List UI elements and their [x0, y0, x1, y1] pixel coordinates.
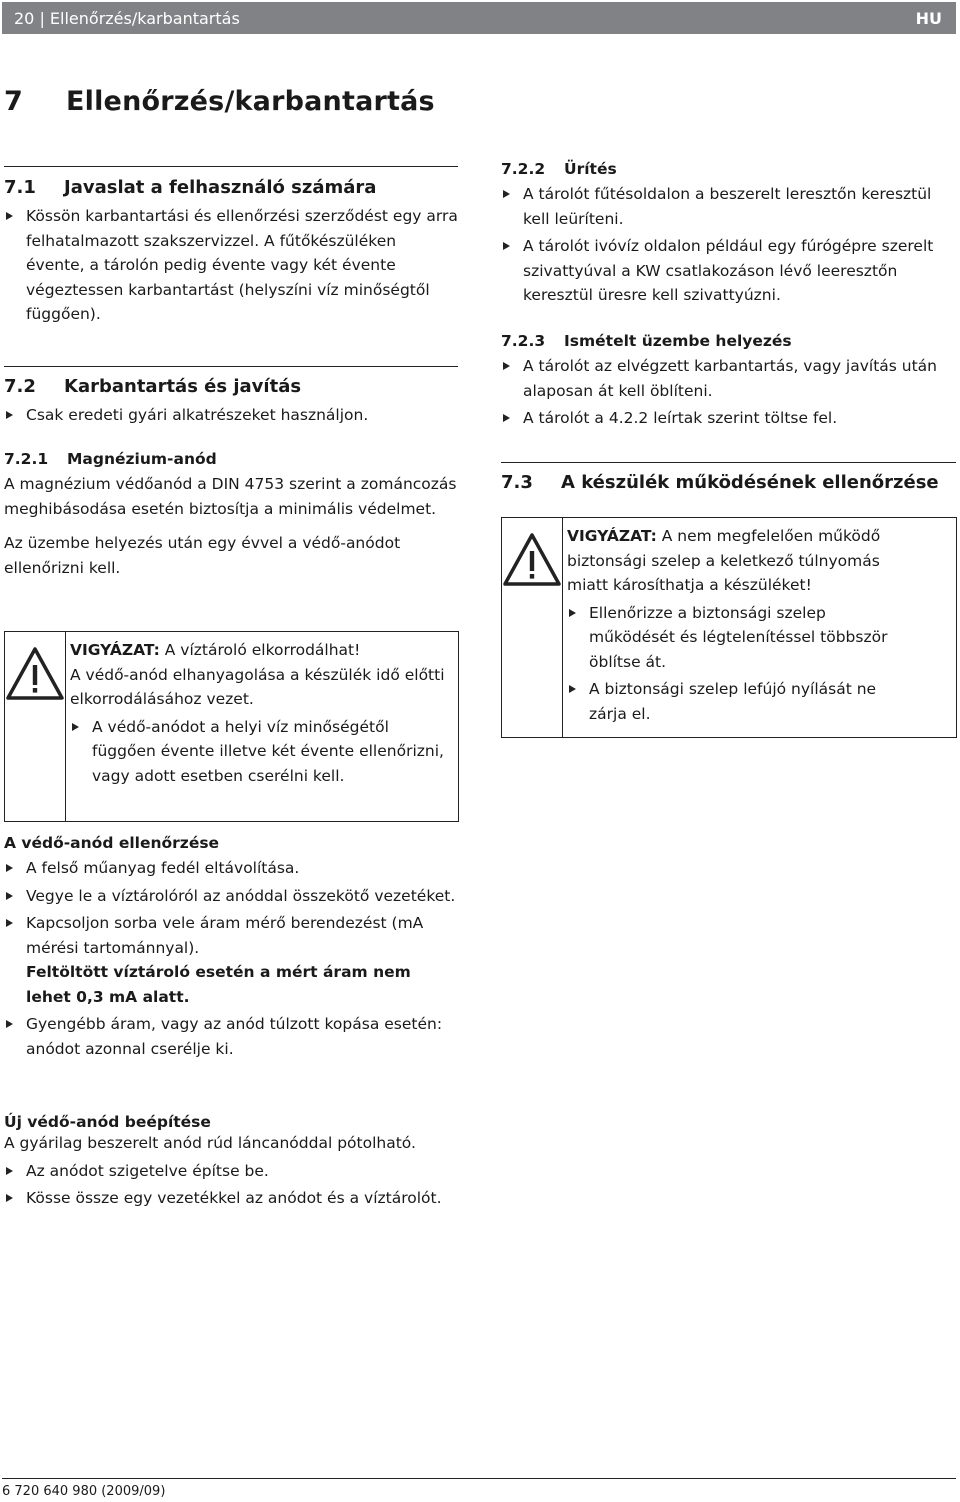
triangle-bullet-icon [6, 212, 13, 220]
triangle-bullet-icon [72, 723, 79, 731]
warning-content [66, 632, 458, 821]
section-title: A készülék működésének ellenőrzése [561, 472, 939, 493]
triangle-bullet-icon [6, 1167, 13, 1175]
section-7-1-heading [4, 177, 458, 198]
anode-check-heading: A védő-anód ellenőrzése [4, 834, 220, 852]
warning-icon-cell [5, 632, 66, 821]
triangle-bullet-icon [503, 414, 510, 422]
header-page-label: 20 | Ellenőrzés/karbantartás [14, 8, 240, 28]
new-anode-heading: Új védő-anód beépítése [4, 1113, 211, 1131]
paragraph: A gyárilag beszerelt anód rúd láncanóddal pótolható. [4, 1134, 416, 1152]
warning-detail: A védő-anód elhanyagolása a készülék idő előtti elkorrodálásához vezet. [70, 665, 445, 708]
section-7-2-1-heading [4, 450, 458, 468]
warning-icon-cell [502, 518, 563, 737]
footer-divider [2, 1478, 956, 1479]
section-title: Ismételt üzembe helyezés [564, 332, 792, 350]
section-7-2 [4, 366, 458, 431]
section-number: 7.2 [4, 376, 36, 397]
list-item: A tárolót fűtésoldalon a beszerelt leresztőn keresztül kell leüríteni. [501, 182, 956, 231]
section-7-2-3-heading [501, 332, 956, 350]
section-number: 7.2.2 [501, 160, 546, 178]
list-item: Csak eredeti gyári alkatrészeket használjon. [4, 403, 458, 428]
bold-note: Feltöltött víztároló esetén a mért áram nem lehet 0,3 mA alatt. [26, 963, 411, 1006]
section-title: Ürítés [564, 160, 617, 178]
list-item: Kössön karbantartási és ellenőrzési szerződést egy arra felhatalmazott szakszervizzel. A fűtőkészüléken évente, a tárolón pedig évente vagy két évente végeztessen karbantartást (helyszíni víz minőségtől függően). [4, 204, 458, 327]
warning-list [567, 601, 916, 727]
chapter-title [4, 86, 435, 117]
section-7-2-heading [4, 376, 458, 397]
list-item: Ellenőrizze a biztonsági szelep működését és légtelenítéssel többször öblítse át. [567, 601, 916, 675]
triangle-bullet-icon [6, 919, 13, 927]
section-title: Magnézium-anód [67, 450, 217, 468]
section-number: 7.1 [4, 177, 36, 198]
warning-label: VIGYÁZAT: [70, 641, 160, 659]
warning-box-anode [4, 631, 459, 822]
warning-triangle-icon [5, 646, 65, 702]
section-7-3 [501, 462, 956, 493]
section-7-2-3 [501, 332, 956, 434]
warning-list [70, 715, 452, 789]
anode-check-list [4, 856, 458, 1061]
warning-message: VIGYÁZAT: A nem megfelelően működő biztonsági szelep a keletkező túlnyomás miatt károsíthatja a készüléket! [567, 527, 881, 594]
paragraph: A magnézium védőanód a DIN 4753 szerint a zománcozás meghibásodása esetén biztosítja a minimális védelmet. [4, 475, 457, 518]
warning-message: VIGYÁZAT: A víztároló elkorrodálhat! [70, 641, 361, 659]
section-title: Javaslat a felhasználó számára [64, 177, 377, 198]
triangle-bullet-icon [6, 1194, 13, 1202]
triangle-bullet-icon [6, 892, 13, 900]
list-item: Gyengébb áram, vagy az anód túlzott kopása esetén: anódot azonnal cserélje ki. [4, 1012, 458, 1061]
list-item: A védő-anódot a helyi víz minőségétől függően évente illetve két évente ellenőrizni, vagy adott esetben cserélni kell. [70, 715, 452, 789]
triangle-bullet-icon [569, 685, 576, 693]
list-item: A biztonsági szelep lefújó nyílását ne zárja el. [567, 677, 916, 726]
section-number: 7.3 [501, 472, 533, 493]
warning-triangle-icon [502, 532, 562, 588]
new-anode-list [4, 1159, 458, 1211]
section-7-2-2 [501, 160, 956, 311]
page-header [2, 2, 956, 34]
chapter-number: 7 [4, 86, 23, 117]
list-item: Kapcsoljon sorba vele áram mérő berendezést (mA mérési tartománnyal). Feltöltött víztároló esetén a mért áram nem lehet 0,3 mA alatt. [4, 911, 458, 1009]
list-item: A tárolót az elvégzett karbantartás, vagy javítás után alaposan át kell öblíteni. [501, 354, 956, 403]
triangle-bullet-icon [6, 411, 13, 419]
header-language: HU [915, 8, 942, 28]
warning-content [563, 518, 956, 737]
section-divider [4, 366, 458, 367]
section-title: Karbantartás és javítás [64, 376, 302, 397]
footer-document-number: 6 720 640 980 (2009/09) [2, 1484, 166, 1499]
section-divider [501, 462, 956, 463]
section-number: 7.2.1 [4, 450, 49, 468]
triangle-bullet-icon [503, 362, 510, 370]
section-7-1 [4, 166, 458, 330]
triangle-bullet-icon [569, 609, 576, 617]
anode-check-section [4, 834, 458, 1064]
section-7-1-list [4, 204, 458, 327]
list-item: Az anódot szigetelve építse be. [4, 1159, 458, 1184]
section-divider [4, 166, 458, 167]
triangle-bullet-icon [503, 242, 510, 250]
list-item: Vegye le a víztárolóról az anóddal összekötő vezetéket. [4, 884, 458, 909]
section-7-2-3-list [501, 354, 956, 431]
list-item: Kösse össze egy vezetékkel az anódot és a víztárolót. [4, 1186, 458, 1211]
new-anode-section [4, 1113, 458, 1214]
section-7-3-heading [501, 472, 956, 493]
chapter-title-text: Ellenőrzés/karbantartás [66, 86, 435, 117]
list-item: A tárolót ivóvíz oldalon például egy fúrógépre szerelt szivattyúval a KW csatlakozáson lévő leeresztőn keresztül üresre kell szivattyúzni. [501, 234, 956, 308]
paragraph: Az üzembe helyezés után egy évvel a védő-anódot ellenőrizni kell. [4, 534, 401, 577]
section-7-2-list [4, 403, 458, 428]
section-7-2-1 [4, 450, 458, 580]
triangle-bullet-icon [6, 864, 13, 872]
section-number: 7.2.3 [501, 332, 546, 350]
list-item: A felső műanyag fedél eltávolítása. [4, 856, 458, 881]
warning-label: VIGYÁZAT: [567, 527, 657, 545]
triangle-bullet-icon [6, 1020, 13, 1028]
section-7-2-2-list [501, 182, 956, 308]
section-7-2-2-heading [501, 160, 956, 178]
list-item: A tárolót a 4.2.2 leírtak szerint töltse fel. [501, 406, 956, 431]
triangle-bullet-icon [503, 190, 510, 198]
warning-box-safety-valve [501, 517, 957, 738]
